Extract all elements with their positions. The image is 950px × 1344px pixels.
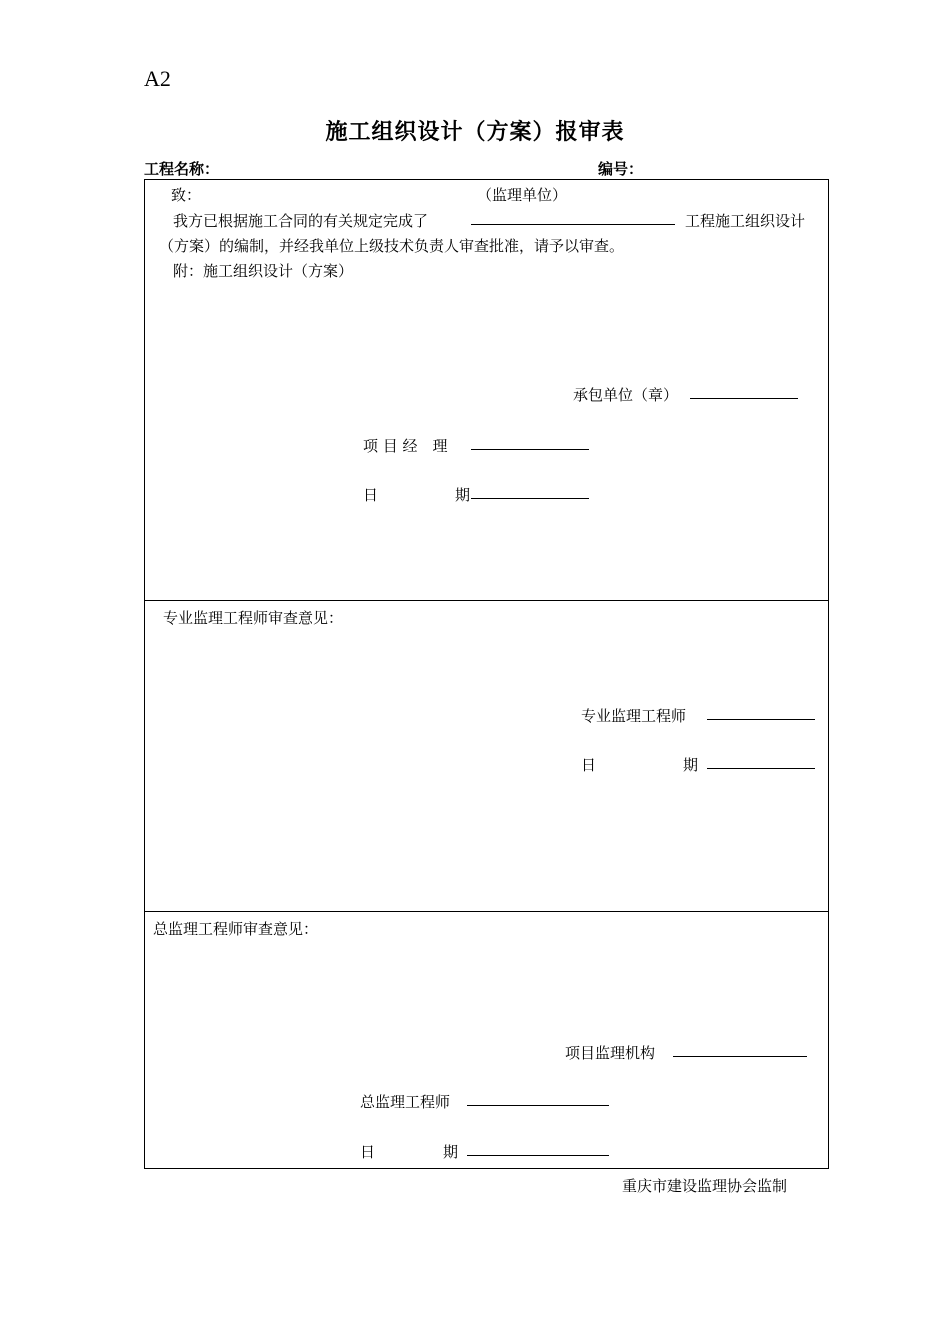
supervision-org-sign-line[interactable]	[673, 1042, 807, 1061]
chief-review-heading: 总监理工程师审查意见：	[153, 920, 319, 938]
date-fill-line[interactable]	[707, 754, 815, 773]
body-line1-suffix: 工程施工组织设计	[685, 212, 806, 230]
date-label-char1: 日	[360, 1143, 376, 1161]
specialist-engineer-label: 专业监理工程师	[581, 707, 687, 725]
supervision-org-label: 项目监理机构	[565, 1044, 656, 1062]
issuer-footer: 重庆市建设监理协会监制	[622, 1177, 788, 1195]
submission-section	[145, 180, 828, 601]
date-label-char1: 日	[581, 756, 597, 774]
body-line2: （方案）的编制，并经我单位上级技术负责人审查批准，请予以审查。	[159, 237, 625, 255]
specialist-engineer-sign-line[interactable]	[707, 705, 815, 724]
serial-no-label: 编号：	[598, 160, 644, 178]
project-manager-sign-line[interactable]	[471, 435, 589, 454]
to-label: 致：	[171, 186, 202, 204]
specialist-review-heading: 专业监理工程师审查意见：	[163, 609, 344, 627]
project-fill-line[interactable]	[471, 210, 675, 229]
date-label-char2: 期	[443, 1143, 459, 1161]
chief-review-section	[145, 912, 828, 1170]
form-table	[144, 179, 829, 1169]
date-label-char1: 日	[363, 486, 379, 504]
date-fill-line[interactable]	[471, 484, 589, 503]
chief-engineer-label: 总监理工程师	[360, 1093, 451, 1111]
form-code: A2	[144, 66, 171, 91]
page-title: 施工组织设计（方案）报审表	[325, 119, 625, 145]
project-manager-label: 项 目 经 理	[363, 437, 448, 455]
chief-engineer-sign-line[interactable]	[467, 1091, 609, 1110]
contractor-sign-line[interactable]	[690, 384, 798, 403]
date-label-char2: 期	[683, 756, 699, 774]
attachment-label: 附：施工组织设计（方案）	[173, 262, 354, 280]
contractor-label: 承包单位（章）	[573, 386, 679, 404]
supervision-unit-label: （监理单位）	[477, 186, 568, 204]
project-name-label: 工程名称：	[144, 160, 220, 178]
date-fill-line[interactable]	[467, 1141, 609, 1160]
date-label-char2: 期	[455, 486, 471, 504]
specialist-review-section	[145, 601, 828, 912]
body-line1-prefix: 我方已根据施工合同的有关规定完成了	[173, 212, 429, 230]
